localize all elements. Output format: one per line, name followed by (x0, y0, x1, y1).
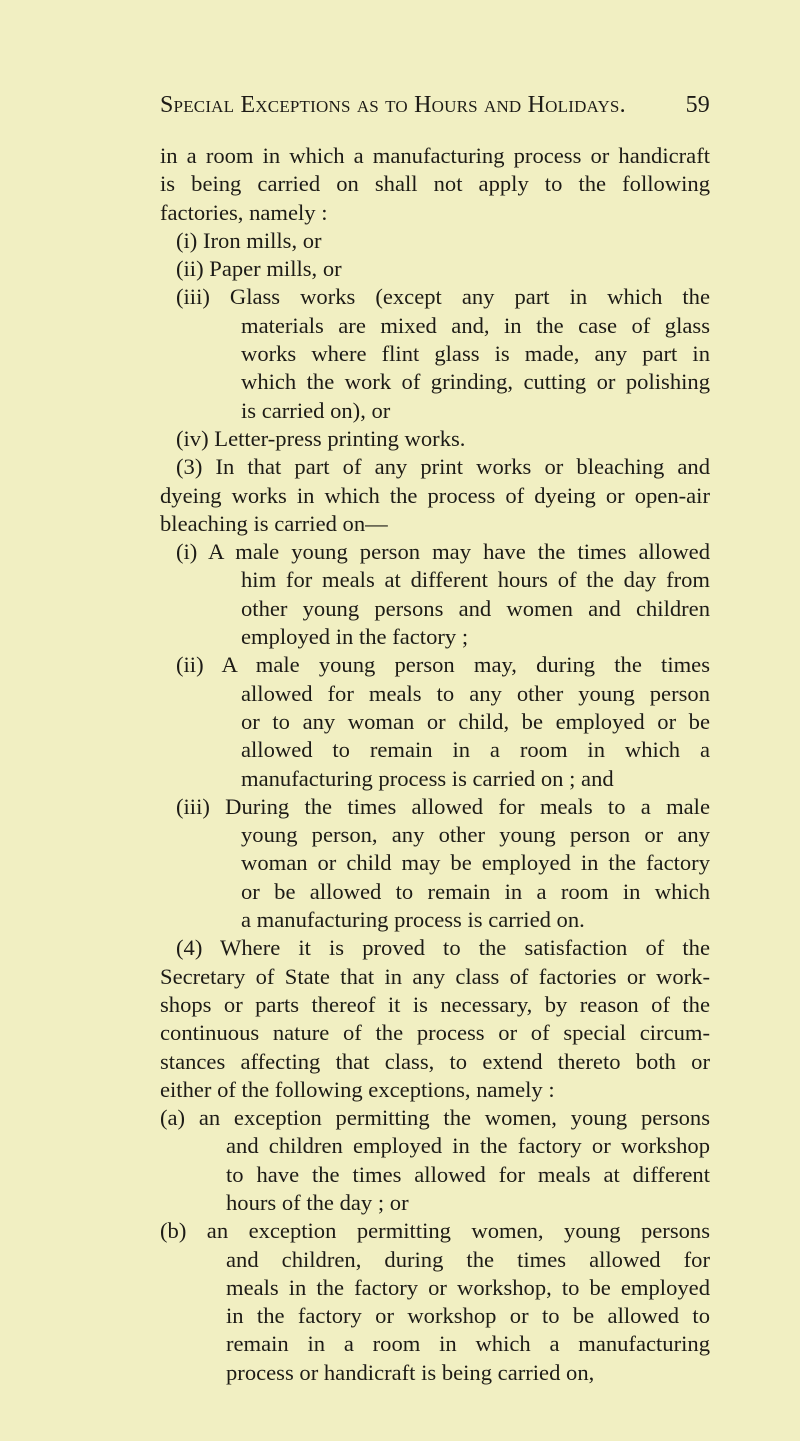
text-line: stances affecting that class, to extend thereto both or (160, 1048, 710, 1074)
running-header (160, 92, 710, 119)
text-line: dyeing works in which the process of dyeing or open-air (160, 482, 710, 508)
text-line: other young persons and women and children (241, 595, 710, 621)
text-line: manufacturing process is carried on ; and (241, 765, 614, 791)
text-line: (a) an exception permitting the women, young persons (160, 1105, 710, 1131)
text-line: employed in the factory ; (241, 624, 469, 650)
text-line: meals in the factory or workshop, to be employed (226, 1274, 710, 1300)
text-line: Secretary of State that in any class of factories or work- (160, 963, 710, 989)
page-number: 59 (685, 92, 710, 118)
text-line: either of the following exceptions, namely : (160, 1076, 555, 1102)
text-line: or to any woman or child, be employed or be (241, 708, 710, 734)
text-line: (b) an exception permitting women, young persons (160, 1218, 710, 1244)
text-line: to have the times allowed for meals at different (226, 1161, 710, 1187)
text-line: continuous nature of the process or of special circum- (160, 1020, 710, 1046)
text-line: hours of the day ; or (226, 1189, 409, 1215)
text-line: (4) Where it is proved to the satisfaction of the (176, 935, 710, 961)
text-line: works where flint glass is made, any part in (241, 341, 710, 367)
text-line: and children employed in the factory or workshop (226, 1133, 710, 1159)
text-line: materials are mixed and, in the case of glass (241, 312, 710, 338)
text-line: in a room in which a manufacturing process or handicraft (160, 143, 710, 168)
text-line: and children, during the times allowed for (226, 1246, 710, 1272)
text-line: allowed to remain in a room in which a (241, 737, 710, 763)
text-line: bleaching is carried on— (160, 510, 388, 536)
text-line: (ii) A male young person may, during the times (176, 652, 710, 678)
text-line: (iii) Glass works (except any part in which the (176, 284, 710, 310)
text-line: (i) Iron mills, or (176, 227, 322, 253)
text-line: process or handicraft is being carried on, (226, 1359, 595, 1385)
text-line: him for meals at different hours of the day from (241, 567, 710, 593)
text-line: in the factory or workshop or to be allowed to (226, 1303, 710, 1329)
text-line: (iv) Letter-press printing works. (176, 425, 466, 451)
text-line: (iii) During the times allowed for meals to a male (176, 793, 710, 819)
text-line: (i) A male young person may have the times allowed (176, 539, 710, 565)
text-line: which the work of grinding, cutting or polishing (241, 369, 710, 395)
text-line: a manufacturing process is carried on. (241, 907, 585, 933)
text-line: is carried on), or (241, 397, 391, 423)
text-line: allowed for meals to any other young person (241, 680, 710, 706)
text-line: young person, any other young person or any (241, 822, 710, 848)
text-line: is being carried on shall not apply to the following (160, 171, 710, 197)
running-title: Special Exceptions as to Hours and Holidays. (160, 92, 626, 118)
text-line: woman or child may be employed in the factory (241, 850, 710, 876)
text-line: factories, namely : (160, 199, 328, 225)
text-line: remain in a room in which a manufacturing (226, 1331, 710, 1357)
text-line: (3) In that part of any print works or bleaching and (176, 454, 710, 480)
text-line: or be allowed to remain in a room in which (241, 878, 710, 904)
body-text (160, 142, 710, 1387)
text-line: (ii) Paper mills, or (176, 256, 342, 282)
text-line: shops or parts thereof it is necessary, by reason of the (160, 991, 710, 1017)
